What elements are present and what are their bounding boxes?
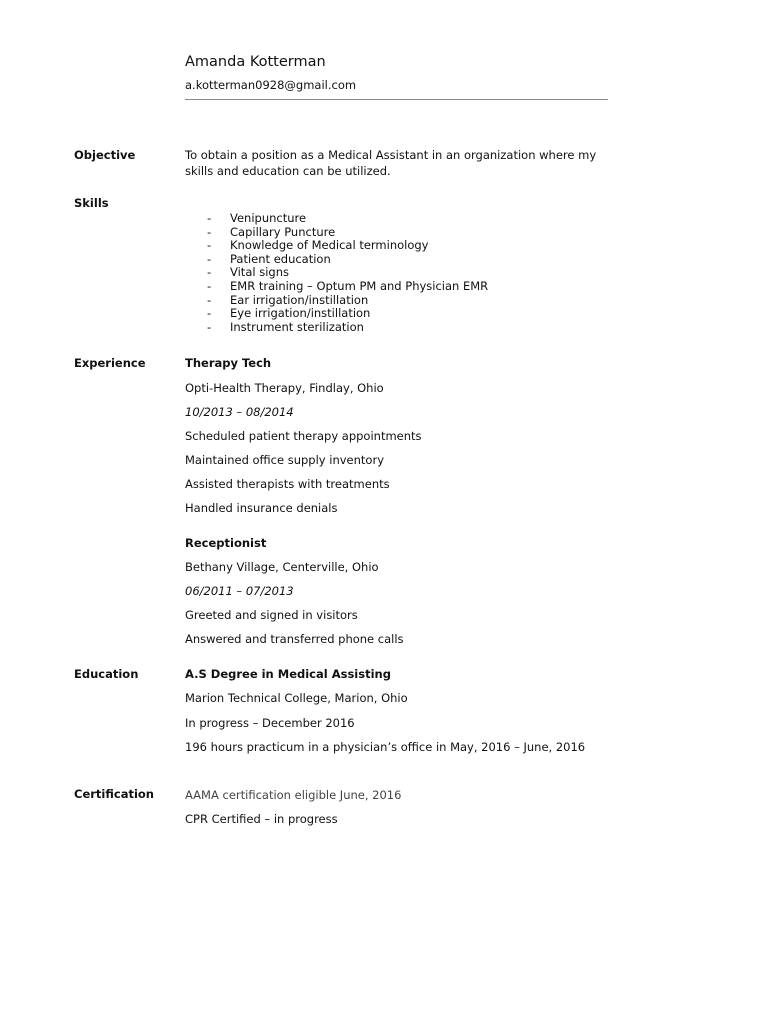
degree-status: In progress – December 2016 (185, 716, 355, 730)
job-dates: 10/2013 – 08/2014 (185, 405, 294, 419)
education-heading: Education (74, 667, 139, 681)
practicum-detail: 196 hours practicum in a physician’s office in May, 2016 – June, 2016 (185, 740, 586, 754)
bullet-dash: - (207, 319, 212, 334)
bullet-dash: - (207, 278, 212, 293)
skill-text: Instrument sterilization (230, 319, 364, 334)
skill-text: Capillary Puncture (230, 224, 336, 239)
skill-text: Vital signs (230, 265, 289, 280)
job-duty: Assisted therapists with treatments (185, 477, 390, 491)
bullet-dash: - (207, 238, 212, 253)
bullet-dash: - (207, 211, 212, 225)
skill-text: Knowledge of Medical terminology (230, 238, 429, 253)
skill-text: Patient education (230, 251, 331, 266)
bullet-dash: - (207, 306, 212, 321)
bullet-dash: - (207, 251, 212, 266)
job-duty: Answered and transferred phone calls (185, 632, 404, 646)
certification-item: CPR Certified – in progress (185, 812, 338, 826)
header-divider (185, 99, 608, 100)
job-dates: 06/2011 – 07/2013 (185, 584, 294, 598)
job-organization: Bethany Village, Centerville, Ohio (185, 560, 379, 574)
job-duty: Greeted and signed in visitors (185, 608, 358, 622)
bullet-dash: - (207, 265, 212, 280)
school-name: Marion Technical College, Marion, Ohio (185, 691, 408, 705)
skills-heading: Skills (74, 196, 109, 210)
job-duty: Scheduled patient therapy appointments (185, 429, 422, 443)
certification-heading: Certification (74, 787, 154, 801)
skill-text: Ear irrigation/instillation (230, 292, 369, 307)
applicant-email: a.kotterman0928@gmail.com (185, 78, 357, 92)
objective-heading: Objective (74, 148, 136, 162)
bullet-dash: - (207, 292, 212, 307)
skill-text: Venipuncture (230, 211, 307, 225)
job-duty: Handled insurance denials (185, 501, 338, 515)
job-title: Receptionist (185, 536, 267, 550)
degree-title: A.S Degree in Medical Assisting (185, 667, 391, 681)
skill-text: EMR training – Optum PM and Physician EMR (230, 278, 489, 293)
objective-text: To obtain a position as a Medical Assistant in an organization where my skills and education can be utilized. (185, 148, 597, 178)
job-title: Therapy Tech (185, 356, 272, 370)
job-organization: Opti-Health Therapy, Findlay, Ohio (185, 381, 384, 395)
applicant-name: Amanda Kotterman (185, 54, 326, 70)
certification-item: AAMA certification eligible June, 2016 (185, 788, 402, 802)
skill-text: Eye irrigation/instillation (230, 306, 371, 321)
bullet-dash: - (207, 224, 212, 239)
experience-heading: Experience (74, 356, 146, 370)
job-duty: Maintained office supply inventory (185, 453, 384, 467)
